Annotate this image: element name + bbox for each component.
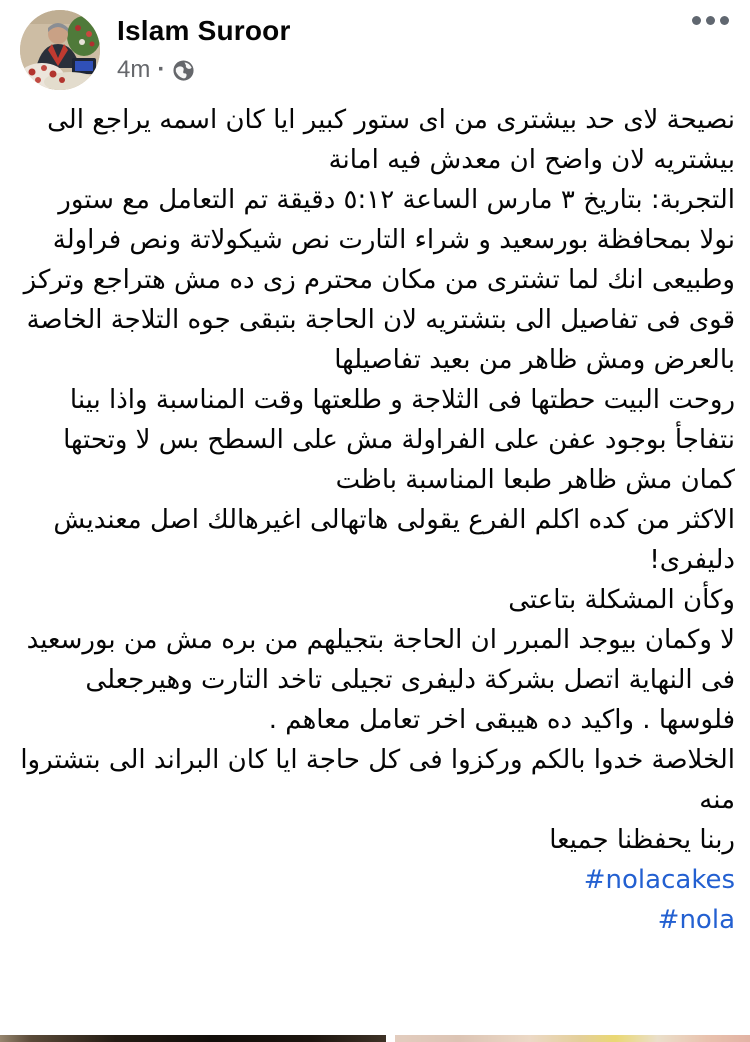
post-paragraph: نصيحة لاى حد بيشترى من اى ستور كبير ايا كان اسمه يراجع الى بيشتريه لان واضح ان معدش فيه امانة — [47, 105, 735, 175]
photo-gap — [386, 1035, 395, 1042]
post-options-button[interactable] — [688, 2, 732, 38]
photo-attachment-strip — [0, 1035, 750, 1042]
post-meta — [117, 56, 291, 84]
post-paragraph: لا وكمان بيوجد المبرر ان الحاجة بتجيلهم من بره مش من بورسعيد — [26, 625, 735, 655]
post-paragraph: الاكثر من كده اكلم الفرع يقولى هاتهالى اغيرهالك اصل معنديش دليفرى! — [53, 505, 735, 575]
header-info — [117, 10, 291, 84]
post-paragraph: وكأن المشكلة بتاعتى — [508, 585, 735, 615]
post-paragraph: فى النهاية اتصل بشركة دليفرى تجيلى تاخد التارت وهيرجعلى فلوسها . واكيد ده هيبقى اخر تعامل معاهم . — [85, 665, 735, 735]
post-paragraph: روحت البيت حطتها فى الثلاجة و طلعتها وقت المناسبة واذا بينا نتفاجأ بوجود عفن على الفراولة مش على السطح بس لا وتحتها كمان مش ظاهر طبعا المناسبة باظت — [63, 385, 735, 495]
post-paragraph: التجربة: بتاريخ ٣ مارس الساعة ٥:١٢ دقيقة تم التعامل مع ستور نولا بمحافظة بورسعيد و شراء التارت نص شيكولاتة ونص فراولة وطبيعى انك لما تشترى من مكان محترم زى ده مش هتراجع وتركز قوى فى تفاصيل الى بتشتريه لان الحاجة بتبقى جوه التلاجة الخاصة بالعرض ومش ظاهر من بعيد تفاصيلها — [23, 185, 735, 375]
avatar[interactable] — [20, 10, 100, 90]
hashtag-link-nolacakes[interactable]: #nolacakes — [583, 865, 735, 895]
attached-photo-left[interactable] — [0, 1035, 386, 1042]
post-paragraph: ربنا يحفظنا جميعا — [549, 825, 735, 855]
post-header — [0, 0, 750, 96]
hashtag-line — [15, 860, 735, 900]
author-name[interactable]: Islam Suroor — [117, 15, 291, 46]
hashtag-line — [15, 900, 735, 940]
globe-icon — [172, 57, 195, 82]
post-body — [0, 96, 750, 940]
avatar-image — [20, 10, 100, 90]
meta-separator: · — [157, 55, 166, 83]
post-paragraph: الخلاصة خدوا بالكم وركزوا فى كل حاجة ايا كان البراند الى بتشتروا منه — [20, 745, 735, 815]
timestamp[interactable]: 4m — [117, 55, 151, 83]
attached-photo-right[interactable] — [395, 1035, 750, 1042]
ellipsis-icon — [692, 16, 701, 25]
hashtag-link-nola[interactable]: #nola — [657, 905, 735, 935]
